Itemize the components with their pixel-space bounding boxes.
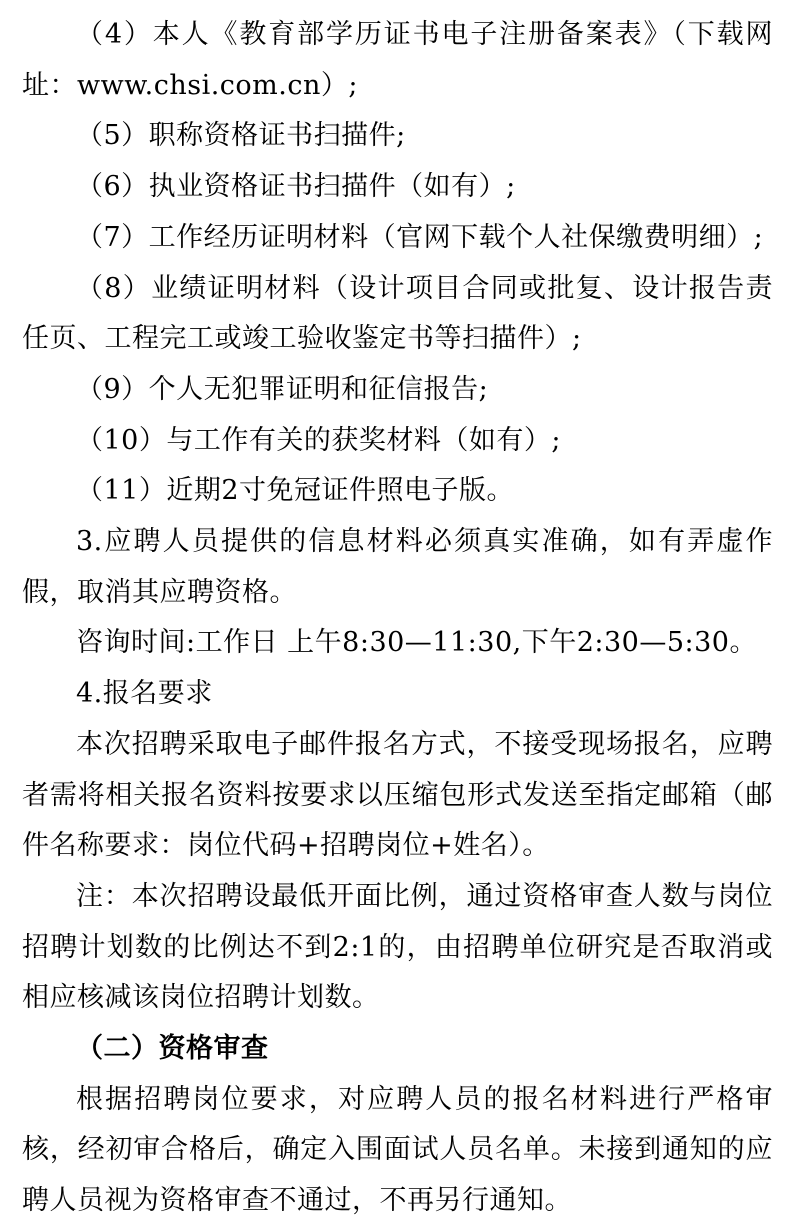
item-9-no-crime-credit: （9）个人无犯罪证明和征信报告; [76, 373, 489, 405]
item-10-awards: （10）与工作有关的获奖材料（如有）; [76, 424, 561, 456]
item-11-photo: （11）近期2寸免冠证件照电子版。 [76, 475, 515, 507]
item-7-work-experience: （7）工作经历证明材料（官网下载个人社保缴费明细）; [76, 221, 764, 253]
section-3-authenticity: 3.应聘人员提供的信息材料必须真实准确，如有弄虚作假，取消其应聘资格。 [22, 526, 773, 608]
item-8-performance-materials: （8）业绩证明材料（设计项目合同或批复、设计报告责任页、工程完工或竣工验收鉴定书等扫描件）; [22, 272, 773, 355]
item-6-practice-certificate: （6）执业资格证书扫描件（如有）; [76, 171, 516, 203]
consultation-time: 咨询时间:工作日 上午8:30—11:30,下午2:30—5:30。 [76, 627, 757, 659]
item-5-title-certificate: （5）职称资格证书扫描件; [76, 120, 406, 152]
registration-method: 本次招聘采取电子邮件报名方式，不接受现场报名，应聘者需将相关报名资料按要求以压缩包形式发送至指定邮箱（邮件名称要求：岗位代码+招聘岗位+姓名）。 [22, 728, 773, 862]
qualification-review-body: 根据招聘岗位要求，对应聘人员的报名材料进行严格审核，经初审合格后，确定入围面试人员名单。未接到通知的应聘人员视为资格审查不通过，不再另行通知。 [22, 1083, 773, 1217]
ratio-note: 注：本次招聘设最低开面比例，通过资格审查人数与岗位招聘计划数的比例达不到2:1的，由招聘单位研究是否取消或相应核减该岗位招聘计划数。 [22, 880, 773, 1014]
item-4-education-record: （4）本人《教育部学历证书电子注册备案表》（下载网址：www.chsi.com.cn）; [22, 19, 773, 101]
qualification-review-heading: （二）资格审查 [76, 1033, 269, 1065]
section-4-heading: 4.报名要求 [76, 678, 213, 710]
